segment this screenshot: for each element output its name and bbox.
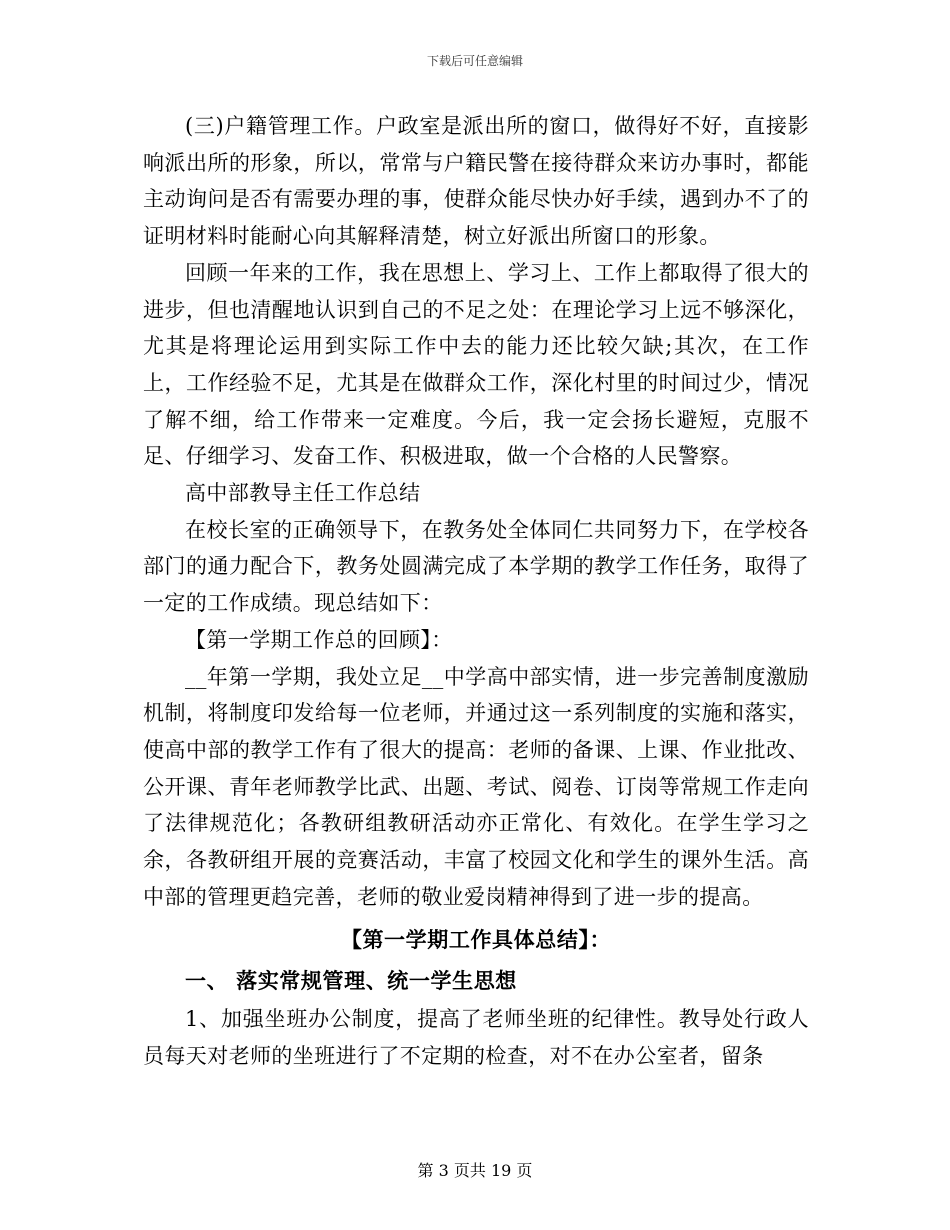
page-footer: 第 3 页共 19 页 xyxy=(417,1161,533,1180)
document-body xyxy=(143,108,809,1075)
paragraph-household-registration: (三)户籍管理工作。户政室是派出所的窗口，做得好不好，直接影响派出所的形象，所以，常常与户籍民警在接待群众来访办事时，都能主动询问是否有需要办理的事，使群众能尽快办好手续，遇到办不了的证明材料时能耐心向其解释清楚，树立好派出所窗口的形象。 xyxy=(143,114,809,249)
paragraph-review-label: 【第一学期工作总的回顾】： xyxy=(185,627,453,652)
page-header: 下载后可任意编辑 xyxy=(426,54,523,68)
paragraph-title-summary: 高中部教导主任工作总结 xyxy=(185,481,421,506)
paragraph-year-review: 回顾一年来的工作，我在思想上、学习上、工作上都取得了很大的进步，但也清醒地认识到自己的不足之处：在理论学习上远不够深化，尤其是将理论运用到实际工作中去的能力还比较欠缺;其次，在工作上，工作经验不足，尤其是在做群众工作，深化村里的时间过少，情况了解不细，给工作带来一定难度。今后，我一定会扬长避短，克服不足、仔细学习、发奋工作、积极进取，做一个合格的人民警察。 xyxy=(143,260,809,469)
paragraph-semester-overview: __年第一学期，我处立足__中学高中部实情，进一步完善制度激励机制，将制度印发给每一位老师，并通过这一系列制度的实施和落实，使高中部的教学工作有了很大的提高：老师的备课、上课、作业批改、公开课、青年老师教学比武、出题、考试、阅卷、订岗等常规工作走向了法律规范化；各教研组教研活动亦正常化、有效化。在学生学习之余，各教研组开展的竞赛活动，丰富了校园文化和学生的课外生活。高中部的管理更趋完善，老师的敬业爱岗精神得到了进一步的提高。 xyxy=(143,664,809,909)
subsection-heading: 一、 落实常规管理、统一学生思想 xyxy=(185,968,517,994)
paragraph-intro: 在校长室的正确领导下，在教务处全体同仁共同努力下，在学校各部门的通力配合下，教务处圆满完成了本学期的教学工作任务，取得了一定的工作成绩。现总结如下： xyxy=(143,517,809,616)
paragraph-office-hours: 1、加强坐班办公制度，提高了老师坐班的纪律性。教导处行政人员每天对老师的坐班进行了不定期的检查，对不在办公室者，留条 xyxy=(143,1007,809,1069)
section-heading: 【第一学期工作具体总结】： xyxy=(340,927,612,953)
